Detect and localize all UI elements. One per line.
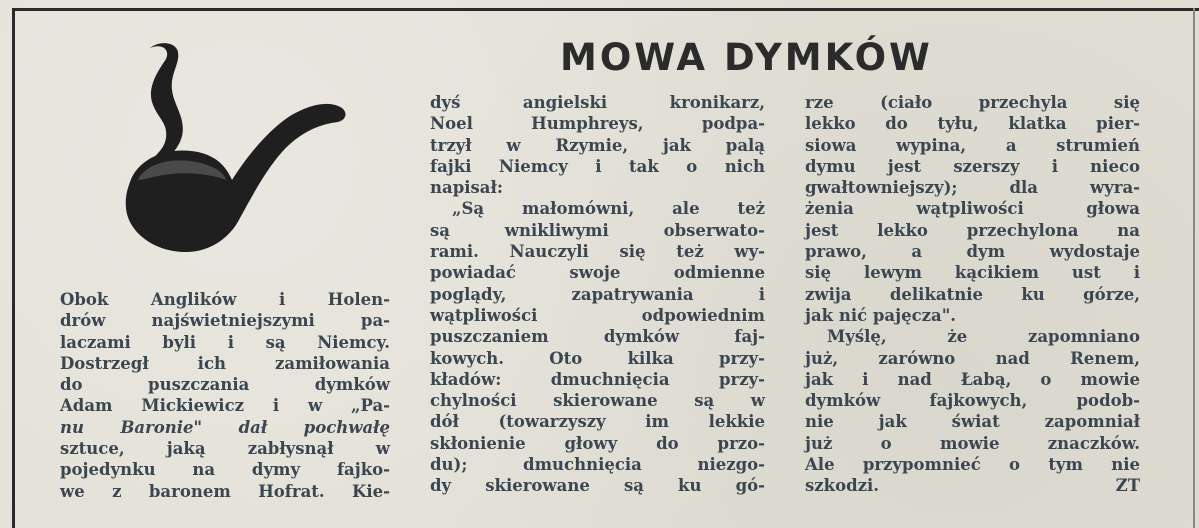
text-line: kładów: dmuchnięcia przy-	[430, 369, 765, 389]
article-title: MOWA DYMKÓW	[560, 36, 933, 79]
text-line: żenia wątpliwości głowa	[805, 199, 1140, 219]
text-line: prawo, a dym wydostaje	[805, 242, 1140, 262]
text-line: jak i nad Łabą, o mowie	[805, 369, 1140, 389]
text-line: nu Baronie" dał pochwałę	[60, 417, 390, 437]
text-line: dyś angielski kronikarz,	[430, 93, 765, 112]
text-line: do puszczania dymków	[60, 375, 390, 395]
text-line: we z baronem Hofrat. Kie-	[60, 481, 390, 501]
text-line: Ale przypomnieć o tym nie	[805, 455, 1140, 475]
text-line: puszczaniem dymków faj-	[430, 327, 765, 347]
article-column-3	[805, 92, 1140, 497]
text-line: Dostrzegł ich zamiłowania	[60, 353, 390, 373]
text-line: rami. Nauczyli się też wy-	[430, 242, 765, 262]
author-signature: ZT	[1115, 476, 1140, 496]
text-line: lekko do tyłu, klatka pier-	[805, 114, 1140, 134]
text-line: trzył w Rzymie, jak palą	[430, 135, 765, 155]
top-border-rule	[12, 8, 1199, 11]
text-line: poglądy, zapatrywania i	[430, 284, 765, 304]
text-line: jak nić pajęcza".	[805, 305, 957, 325]
text-line: chylności skierowane są w	[430, 391, 765, 411]
text-line: Adam Mickiewicz i w „Pa-	[60, 396, 390, 416]
text-line: dół (towarzyszy im lekkie	[430, 412, 765, 432]
text-line: „Są małomówni, ale też	[452, 199, 765, 219]
text-line: dymków fajkowych, podob-	[805, 391, 1140, 411]
text-line: pojedynku na dymy fajko-	[60, 460, 390, 480]
text-line: nie jak świat zapomniał	[805, 412, 1140, 432]
text-line: są wnikliwymi obserwato-	[430, 220, 765, 240]
text-line: jest lekko przechylona na	[805, 220, 1140, 240]
text-line: drów najświetniejszymi pa-	[60, 311, 390, 331]
text-line: zwija delikatnie ku górze,	[805, 284, 1140, 304]
text-line: się lewym kącikiem ust i	[805, 263, 1140, 283]
last-line-with-signature	[805, 475, 1140, 496]
text-line: wątpliwości odpowiednim	[430, 305, 765, 325]
article-column-1	[60, 289, 390, 502]
text-line: rze (ciało przechyla się	[805, 93, 1140, 112]
text-line: już, zarówno nad Renem,	[805, 348, 1140, 368]
text-line: napisał:	[430, 178, 503, 198]
text-line: szkodzi.	[805, 476, 880, 496]
text-line: powiadać swoje odmienne	[430, 263, 765, 283]
text-line: sztuce, jaką zabłysnął w	[60, 439, 390, 459]
text-line: du); dmuchnięcia niezgo-	[430, 455, 765, 475]
text-line: laczami byli i są Niemcy.	[60, 332, 390, 352]
text-line: Noel Humphreys, podpa-	[430, 114, 765, 134]
text-line: Myślę, że zapomniano	[827, 327, 1140, 347]
tobacco-pipe-icon	[120, 40, 350, 255]
text-line: dy skierowane są ku gó-	[430, 476, 765, 496]
text-line: skłonienie głowy do przo-	[430, 433, 765, 453]
article-column-2	[430, 92, 765, 497]
text-line: siowa wypina, a strumień	[805, 135, 1140, 155]
text-line: gwałtowniejszy); dla wyra-	[805, 178, 1140, 198]
text-line: już o mowie znaczków.	[805, 433, 1140, 453]
left-border-rule	[12, 8, 15, 528]
text-line: dymu jest szerszy i nieco	[805, 156, 1140, 176]
right-column-rule	[1193, 8, 1195, 528]
text-line: kowych. Oto kilka przy-	[430, 348, 765, 368]
text-line: fajki Niemcy i tak o nich	[430, 156, 765, 176]
text-line: Obok Anglików i Holen-	[60, 290, 390, 309]
